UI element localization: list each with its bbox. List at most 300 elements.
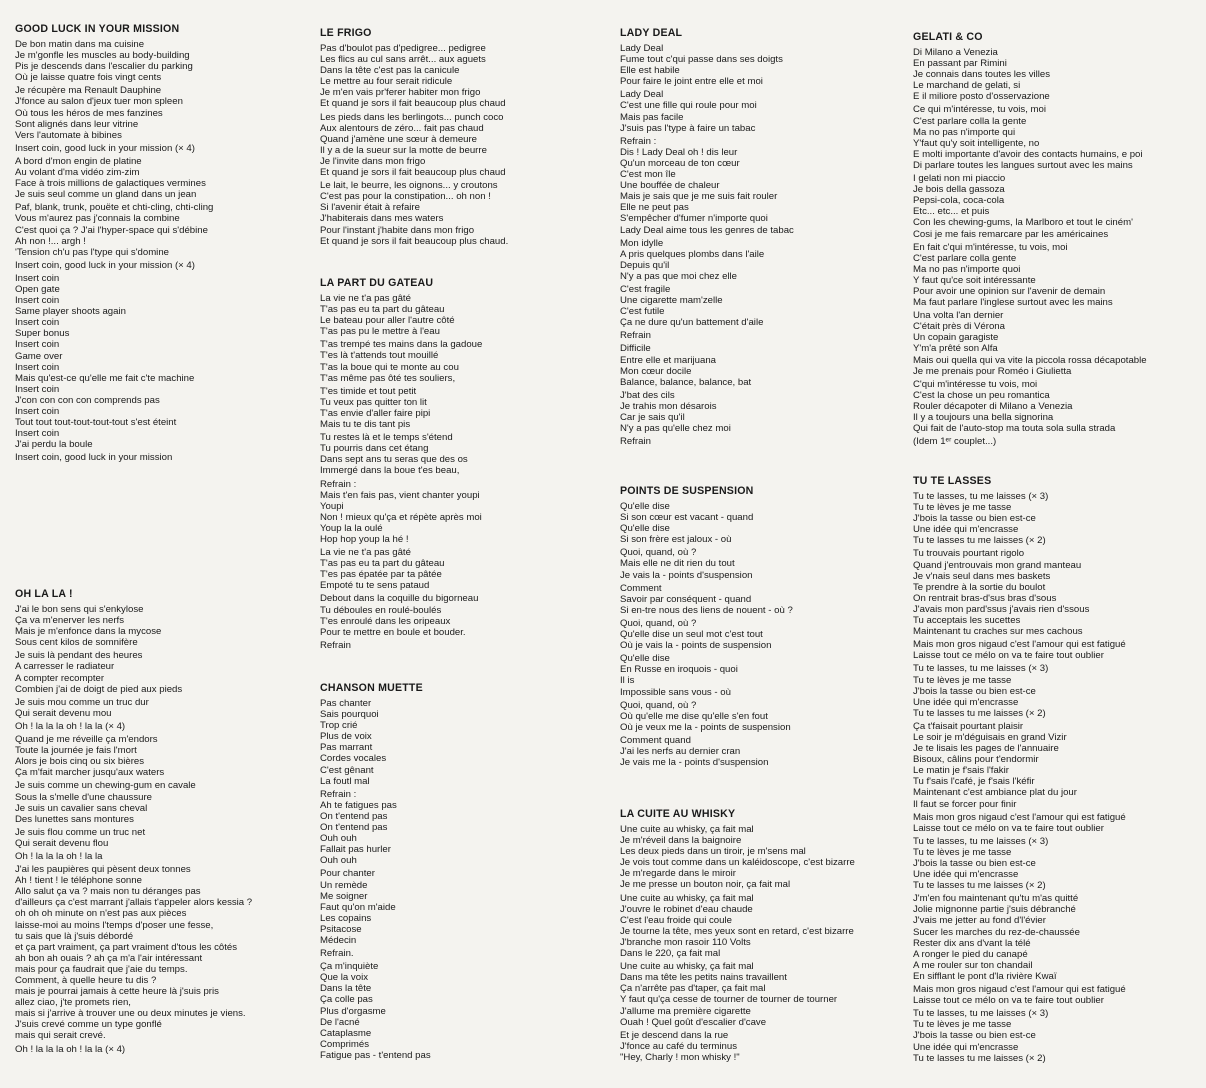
stanza xyxy=(913,548,1203,637)
song-le-frigo xyxy=(320,27,600,249)
lyric-line: Qu'elle dise un seul mot c'est tout xyxy=(620,629,763,641)
stanza xyxy=(320,293,600,337)
lyric-line: Quand je me réveille ça m'endors xyxy=(15,734,158,746)
lyric-line: Y'm'a prêté son Alfa xyxy=(913,343,998,355)
lyric-line: Qu'elle dise xyxy=(620,501,670,512)
lyric-line: Une idée qui m'encrasse xyxy=(913,524,1019,536)
lyric-line: Cordes vocales xyxy=(320,753,387,765)
lyric-line: Médecin xyxy=(320,934,357,946)
lyric-line: Insert coin xyxy=(15,339,60,351)
lyric-line: Plus de voix xyxy=(320,731,372,743)
lyric-line: En sifflant le pont d'la rivière Kwaï xyxy=(913,970,1057,982)
lyric-line: Plus d'orgasme xyxy=(320,1005,386,1017)
lyric-line: Lady Deal xyxy=(620,43,664,54)
lyric-line: Mais je sais que je me suis fait rouler xyxy=(620,191,778,203)
lyric-line: Dans la tête xyxy=(320,983,372,995)
lyric-line: Ouh ouh xyxy=(320,833,357,845)
lyric-line: Les copains xyxy=(320,912,372,924)
stanza xyxy=(620,136,905,236)
lyric-line: Quoi, quand, où ? xyxy=(620,547,697,559)
lyric-line: Face à trois millions de galactiques vermines xyxy=(15,178,206,190)
lyric-line: Un remède xyxy=(320,879,368,891)
lyric-line: Qu'elle dise xyxy=(620,523,670,535)
song-lady-deal xyxy=(620,27,905,449)
stanza xyxy=(15,780,295,824)
stanza xyxy=(620,436,905,447)
lyric-line: Pepsi-cola, coca-cola xyxy=(913,195,1005,207)
lyric-line: Pas marrant xyxy=(320,742,373,754)
lyric-line: Maintenant tu craches sur mes cachous xyxy=(913,626,1083,638)
lyric-line: Le soir je m'déguisais en grand Vizir xyxy=(913,731,1067,743)
lyric-line: A carresser le radiateur xyxy=(15,661,115,673)
lyric-line: "Hey, Charly ! mon whisky !" xyxy=(620,1051,740,1063)
stanza xyxy=(913,663,1203,718)
lyric-line: Sais pourquoi xyxy=(320,709,379,721)
lyric-line: Les flics au cul sans arrêt... aux aguets xyxy=(320,54,486,66)
lyric-line: Mon idylle xyxy=(620,237,664,249)
lyric-line: C'est une fille qui roule pour moi xyxy=(620,100,757,112)
stanza xyxy=(620,735,905,768)
lyric-line: Pas chanter xyxy=(320,698,372,709)
lyric-line: Je vais me la - points d'suspension xyxy=(620,757,769,769)
lyric-line: Dans la tête c'est pas la canicule xyxy=(320,65,460,77)
lyric-line: Refrain. xyxy=(320,948,354,960)
lyric-line: A pris quelques plombs dans l'aile xyxy=(620,248,765,260)
lyric-line: Je m'regarde dans le miroir xyxy=(620,868,736,880)
lyric-line: Tu trouvais pourtant rigolo xyxy=(913,548,1025,560)
stanza xyxy=(320,593,600,637)
lyric-line: Je v'nais seul dans mes baskets xyxy=(913,570,1051,582)
lyric-line: Insert coin xyxy=(15,295,60,307)
lyric-line: oh oh oh minute on n'est pas aux pièces xyxy=(15,908,187,920)
lyric-line: Cosi je me fais remarcare par les américaines xyxy=(913,228,1109,240)
song-title: TU TE LASSES xyxy=(913,475,992,487)
lyric-line: Impossible sans vous - où xyxy=(620,686,731,698)
lyric-line: (Idem 1ᵉʳ couplet...) xyxy=(913,436,997,448)
lyric-line: La foutl mal xyxy=(320,775,370,787)
lyric-line: Je vais la - points d'suspension xyxy=(620,569,753,581)
lyric-line: C'est mon île xyxy=(620,169,676,181)
lyric-line: Où je veux me la - points de suspension xyxy=(620,721,791,733)
lyric-line: Si son cœur est vacant - quand xyxy=(620,512,754,524)
stanza xyxy=(15,260,295,271)
lyric-line: T'as envie d'aller faire pipi xyxy=(320,407,431,419)
lyric-line: Tu te lasses, tu me laisses (× 3) xyxy=(913,835,1049,847)
stanza xyxy=(620,343,905,387)
lyric-line: C'est parlare colla gente xyxy=(913,252,1017,264)
lyric-line: J'ai le bon sens qui s'enkylose xyxy=(15,604,144,615)
stanza xyxy=(620,547,905,580)
lyric-line: Je suis là pendant des heures xyxy=(15,650,143,662)
lyric-line: Comment quand xyxy=(620,734,691,746)
lyric-line: A bord d'mon engin de platine xyxy=(15,155,142,167)
lyric-line: Insert coin xyxy=(15,272,60,284)
lyric-line: Une idée qui m'encrasse xyxy=(913,696,1019,708)
lyric-line: Tu f'sais l'café, je f'sais l'kéfir xyxy=(913,776,1035,788)
lyric-line: Les pieds dans les berlingots... punch coco xyxy=(320,111,504,123)
song-tu-te-lasses xyxy=(913,475,1203,1066)
lyric-line: Tu acceptais les sucettes xyxy=(913,615,1021,627)
lyric-line: N'y a pas que moi chez elle xyxy=(620,270,738,282)
lyric-line: Ça t'faisait pourtant plaisir xyxy=(913,720,1024,732)
lyric-line: Je suis mou comme un truc dur xyxy=(15,696,149,708)
lyric-line: Non ! mieux qu'ça et répète après moi xyxy=(320,511,482,523)
lyric-line: Di parlare toutes les langues surtout avec les mains xyxy=(913,159,1133,171)
lyric-line: Une cuite au whisky, ça fait mal xyxy=(620,824,754,835)
lyric-line: Quand j'amène une sœur à demeure xyxy=(320,133,478,145)
lyric-line: En passant par Rimini xyxy=(913,58,1007,70)
stanza xyxy=(913,721,1203,810)
lyric-line: Je m'gonfle les muscles au body-building xyxy=(15,50,190,62)
stanza xyxy=(15,1044,295,1055)
lyric-line: Insert coin, good luck in your mission xyxy=(15,452,173,464)
lyric-line: Laisse tout ce mélo on va te faire tout oublier xyxy=(913,650,1104,662)
lyric-line: Lady Deal aime tous les genres de tabac xyxy=(620,224,794,236)
lyric-line: Des lunettes sans montures xyxy=(15,813,134,825)
stanza xyxy=(620,653,905,697)
lyric-line: Où tous les héros de mes fanzines xyxy=(15,107,163,119)
stanza xyxy=(620,238,905,282)
stanza xyxy=(913,379,1203,434)
lyric-line: Je suis seul comme un gland dans un jean xyxy=(15,189,197,201)
lyric-line: A compter recompter xyxy=(15,672,105,684)
lyric-line: Ma no pas n'importe quoi xyxy=(913,263,1021,275)
lyric-line: tu sais que là j'suis débordé xyxy=(15,930,134,942)
stanza xyxy=(620,618,905,651)
lyric-line: Tu te lasses tu me laisses (× 2) xyxy=(913,535,1046,547)
stanza xyxy=(320,43,600,110)
lyric-line: Pis je descends dans l'escalier du parking xyxy=(15,61,193,73)
lyric-line: Quoi, quand, où ? xyxy=(620,617,697,629)
lyric-line: Youpi xyxy=(320,500,344,512)
lyric-line: Savoir par conséquent - quand xyxy=(620,593,752,605)
lyric-line: La vie ne t'a pas gâté xyxy=(320,547,411,559)
lyric-line: Une idée qui m'encrasse xyxy=(913,1041,1019,1053)
lyric-line: Insert coin, good luck in your mission (× 4) xyxy=(15,142,195,154)
lyric-line: Il faut se forcer pour finir xyxy=(913,798,1017,810)
lyric-line: Je suis flou comme un truc net xyxy=(15,826,146,838)
lyric-line: Ouah ! Quel goût d'escalier d'cave xyxy=(620,1016,767,1028)
lyric-line: Une idée qui m'encrasse xyxy=(913,869,1019,881)
lyric-line: Insert coin xyxy=(15,383,60,395)
lyric-line: Tu restes là et le temps s'étend xyxy=(320,432,453,444)
lyric-line: Tu te lèves je me tasse xyxy=(913,502,1012,514)
lyric-line: Ce qui m'intéresse, tu vois, moi xyxy=(913,104,1046,116)
song-la-cuite-au-whisky xyxy=(620,808,905,1065)
lyric-line: T'as la boue qui te monte au cou xyxy=(320,361,459,373)
lyric-line: La vie ne t'a pas gâté xyxy=(320,293,411,304)
lyric-line: Je suis un cavalier sans cheval xyxy=(15,802,148,814)
lyric-line: Te prendre à la sortie du boulot xyxy=(913,581,1046,593)
lyric-line: Si en-tre nous des liens de nouent - où ? xyxy=(620,604,793,616)
stanza xyxy=(320,547,600,591)
lyric-line: Mais tu te dis tant pis xyxy=(320,419,411,431)
lyric-line: E molti importante d'avoir des contacts humains, e poi xyxy=(913,148,1143,160)
lyric-line: Dans ma tête les petits nains travaillent xyxy=(620,972,787,984)
lyric-line: Refrain xyxy=(620,330,651,342)
lyric-line: Con les chewing-gums, la Marlboro et tout le ciném' xyxy=(913,217,1133,229)
lyric-line: Je m'réveil dans la baignoire xyxy=(620,835,742,847)
lyric-line: C'est fragile xyxy=(620,283,671,295)
lyric-line: J'vais me jetter au fond d'l'évier xyxy=(913,915,1046,927)
lyric-line: Il y a de la sueur sur la motte de beurre xyxy=(320,144,487,156)
stanza xyxy=(320,789,600,867)
stanza xyxy=(15,85,295,140)
lyric-line: T'as pas eu ta part du gâteau xyxy=(320,304,445,316)
lyric-line: Comment xyxy=(620,582,662,594)
song-title: POINTS DE SUSPENSION xyxy=(620,485,754,497)
stanza xyxy=(913,436,1203,447)
lyric-line: J'habiterais dans mes waters xyxy=(320,213,444,225)
lyric-line: Qu'elle dise xyxy=(620,653,670,665)
lyric-line: De bon matin dans ma cuisine xyxy=(15,39,145,50)
lyric-line: Ça ne dure qu'un battement d'aile xyxy=(620,317,764,329)
lyric-line: J'fonce au salon d'jeux tuer mon spleen xyxy=(15,96,183,108)
lyric-line: Elle ne peut pas xyxy=(620,202,689,214)
lyric-line: Fatigue pas - t'entend pas xyxy=(320,1049,431,1061)
lyric-line: C'est l'eau froide qui coule xyxy=(620,914,732,926)
lyric-line: Elle est habile xyxy=(620,65,680,77)
lyric-line: Tu pourris dans cet étang xyxy=(320,443,429,455)
lyric-line: Je te lisais les pages de l'annuaire xyxy=(913,743,1059,755)
lyric-line: Au volant d'ma vidéo zim-zim xyxy=(15,167,140,179)
lyric-line: Mais oui quella qui va vite la piccola rossa décapotable xyxy=(913,354,1147,366)
stanza xyxy=(620,700,905,733)
lyric-line: Une bouffée de chaleur xyxy=(620,180,720,192)
stanza xyxy=(320,948,600,959)
lyric-line: Tu veux pas quitter ton lit xyxy=(320,396,427,408)
lyric-line: Pour l'instant j'habite dans mon frigo xyxy=(320,224,475,236)
stanza xyxy=(913,491,1203,546)
lyric-line: Quoi, quand, où ? xyxy=(620,699,697,711)
lyric-line: Et quand je sors il fait beaucoup plus chaud xyxy=(320,167,506,179)
lyric-line: Ah ! tient ! le téléphone sonne xyxy=(15,875,142,887)
song-title: CHANSON MUETTE xyxy=(320,682,423,694)
stanza xyxy=(320,432,600,476)
lyric-line: Laisse tout ce mélo on va te faire tout oublier xyxy=(913,822,1104,834)
lyric-line: Vers l'automate à bibines xyxy=(15,129,122,141)
lyric-line: Quand j'entrouvais mon grand manteau xyxy=(913,559,1082,571)
stanza xyxy=(15,604,295,648)
lyric-line: N'y a pas qu'elle chez moi xyxy=(620,423,731,435)
lyric-line: Insert coin xyxy=(15,361,60,373)
lyric-line: T'as pas pu le mettre à l'eau xyxy=(320,326,440,338)
lyric-line: Je me presse un bouton noir, ça fait mal xyxy=(620,879,791,891)
lyric-line: Una volta l'an dernier xyxy=(913,310,1004,322)
lyric-line: Je bois della gassoza xyxy=(913,184,1005,196)
lyric-line: J'fonce au café du terminus xyxy=(620,1040,738,1052)
lyric-line: Une cuite au whisky, ça fait mal xyxy=(620,892,754,904)
lyric-line: mais qui serait crevé. xyxy=(15,1030,106,1042)
lyric-line: Pour chanter xyxy=(320,868,375,880)
stanza xyxy=(15,851,295,862)
stanza xyxy=(620,284,905,328)
lyric-line: Insert coin xyxy=(15,406,60,417)
stanza xyxy=(620,824,905,891)
lyric-line: Je me prenais pour Roméo i Giulietta xyxy=(913,365,1072,377)
lyric-line: De l'acné xyxy=(320,1016,360,1028)
lyric-line: J'ai les nerfs au dernier cran xyxy=(620,745,741,757)
lyric-line: Tu te lèves je me tasse xyxy=(913,846,1012,858)
lyric-line: I gelati non mi piaccio xyxy=(913,173,1006,185)
lyric-line: Tu te lasses, tu me laisses (× 3) xyxy=(913,1008,1049,1020)
lyric-line: Un copain garagiste xyxy=(913,332,999,344)
stanza xyxy=(15,202,295,257)
lyric-line: Insert coin xyxy=(15,317,60,329)
stanza xyxy=(320,640,600,651)
lyric-line: J'suis crevé comme un type gonflé xyxy=(15,1019,162,1031)
lyric-line: Pas d'boulot pas d'pedigree... pedigree xyxy=(320,43,486,54)
lyric-line: Refrain xyxy=(620,436,651,448)
lyric-line: En Russe en iroquois - quoi xyxy=(620,664,738,676)
lyric-line: J'ouvre le robinet d'eau chaude xyxy=(620,903,753,915)
stanza xyxy=(15,39,295,83)
stanza xyxy=(620,1030,905,1063)
lyric-line: Que la voix xyxy=(320,972,368,984)
lyric-line: Ah te fatigues pas xyxy=(320,799,397,811)
lyric-line: J'ai les paupières qui pèsent deux tonnes xyxy=(15,864,191,876)
lyric-line: Debout dans la coquille du bigorneau xyxy=(320,593,479,605)
stanza xyxy=(913,1008,1203,1063)
stanza xyxy=(15,734,295,778)
lyric-line: mais si j'arrive à trouver une ou deux minutes je viens. xyxy=(15,1008,246,1020)
lyric-line: Dans sept ans tu seras que des os xyxy=(320,454,468,466)
lyric-line: On t'entend pas xyxy=(320,810,388,822)
stanza xyxy=(913,893,1203,982)
lyric-line: Psitacose xyxy=(320,923,362,935)
song-title: LE FRIGO xyxy=(320,27,372,39)
lyric-line: Dis ! Lady Deal oh ! dis leur xyxy=(620,146,738,158)
lyric-line: Je récupère ma Renault Dauphine xyxy=(15,85,162,97)
stanza xyxy=(15,827,295,849)
stanza xyxy=(913,836,1203,891)
lyric-line: Sous la s'melle d'une chaussure xyxy=(15,791,152,803)
song-points-de-suspension xyxy=(620,485,905,770)
lyric-line: Le mettre au four serait ridicule xyxy=(320,76,453,88)
lyric-line: Insert coin, good luck in your mission (× 4) xyxy=(15,259,195,271)
lyric-line: Pour avoir une opinion sur l'avenir de demain xyxy=(913,285,1106,297)
lyric-line: Mais t'en fais pas, vient chanter youpi xyxy=(320,489,480,501)
lyric-line: On t'entend pas xyxy=(320,822,388,834)
lyric-line: Fume tout c'qui passe dans ses doigts xyxy=(620,54,783,66)
lyric-line: Same player shoots again xyxy=(15,306,126,318)
lyric-line: Rester dix ans d'vant la télé xyxy=(913,937,1031,949)
lyric-line: Comprimés xyxy=(320,1038,370,1050)
lyric-line: Tu te lasses tu me laisses (× 2) xyxy=(913,707,1046,719)
lyric-line: A ronger le pied du canapé xyxy=(913,948,1028,960)
stanza xyxy=(15,156,295,200)
lyric-line: C'était près di Vérona xyxy=(913,321,1005,333)
lyric-line: Laisse tout ce mélo on va te faire tout oublier xyxy=(913,995,1104,1007)
lyric-line: A me rouler sur ton chandail xyxy=(913,959,1033,971)
stanza xyxy=(320,479,600,546)
lyric-line: Me soigner xyxy=(320,890,368,902)
lyric-line: Fallait pas hurler xyxy=(320,844,391,856)
lyric-line: Une cuite au whisky, ça fait mal xyxy=(620,961,754,973)
lyric-line: Sous cent kilos de somnifère xyxy=(15,637,138,649)
lyric-line: Mon cœur docile xyxy=(620,365,692,377)
lyric-line: C'est quoi ça ? J'ai l'hyper-space qui s'débine xyxy=(15,224,208,236)
lyric-line: Difficile xyxy=(620,343,651,355)
lyric-line: Empoté tu te sens pataud xyxy=(320,580,430,592)
lyric-line: J'ai perdu la boule xyxy=(15,439,93,451)
lyric-line: T'as pas eu ta part du gâteau xyxy=(320,558,445,570)
stanza xyxy=(913,104,1203,171)
lyric-line: ah bon ah ouais ? ah ça m'a l'air intéressant xyxy=(15,952,203,964)
lyric-line: J'bois la tasse ou bien est-ce xyxy=(913,513,1036,525)
lyric-line: Je l'invite dans mon frigo xyxy=(320,155,426,167)
lyric-line: Rouler décapoter di Milano a Venezia xyxy=(913,400,1073,412)
lyric-line: Et je descend dans la rue xyxy=(620,1029,729,1041)
song-title: LADY DEAL xyxy=(620,27,683,39)
lyric-line: Tu te lasses, tu me laisses (× 3) xyxy=(913,491,1049,502)
lyric-line: Ça colle pas xyxy=(320,994,373,1006)
lyric-line: Une cigarette mam'zelle xyxy=(620,295,723,307)
lyric-line: Paf, blank, trunk, pouëte et chti-cling, chti-cling xyxy=(15,202,214,214)
lyric-line: On rentrait bras-d'sus bras d'sous xyxy=(913,592,1057,604)
song-title: LA CUITE AU WHISKY xyxy=(620,808,736,820)
lyric-line: Pour te mettre en boule et bouder. xyxy=(320,626,466,638)
stanza xyxy=(913,984,1203,1006)
lyric-line: Super bonus xyxy=(15,328,70,340)
lyric-line: Les deux pieds dans un tiroir, je m'sens mal xyxy=(620,846,806,858)
lyric-line: d'ailleurs ça c'est marrant j'allais t'appeler alors kessia ? xyxy=(15,897,253,909)
lyric-line: Di Milano a Venezia xyxy=(913,47,998,58)
lyric-line: Mais mon gros nigaud c'est l'amour qui est fatigué xyxy=(913,639,1126,651)
lyric-line: Jolie mignonne partie j'suis débranché xyxy=(913,904,1076,916)
stanza xyxy=(320,386,600,430)
lyric-line: Ça n'arrête pas d'taper, ça fait mal xyxy=(620,983,766,995)
lyric-line: Et quand je sors il fait beaucoup plus chaud. xyxy=(320,235,509,247)
lyric-line: Ça m'fait marcher jusqu'aux waters xyxy=(15,767,165,779)
lyric-line: J'avais mon pard'ssus j'avais rien d'ssous xyxy=(913,603,1090,615)
lyric-line: J'bois la tasse ou bien est-ce xyxy=(913,1030,1036,1042)
stanza xyxy=(620,330,905,341)
stanza xyxy=(913,242,1203,309)
stanza xyxy=(620,89,905,133)
lyric-line: Je suis comme un chewing-gum en cavale xyxy=(15,780,196,792)
lyric-line: Lady Deal xyxy=(620,89,664,101)
lyric-line: Mais je m'enfonce dans la mycose xyxy=(15,626,162,638)
lyric-line: Ça va m'enerver les nerfs xyxy=(15,615,125,627)
lyric-line: Tu te lasses, tu me laisses (× 3) xyxy=(913,663,1049,675)
lyric-line: Il y a toujours una bella signorina xyxy=(913,412,1054,423)
lyric-line: Hop hop youp la hé ! xyxy=(320,533,409,545)
lyric-line: Youp la la oulé xyxy=(320,522,383,534)
lyric-line: Comment, à quelle heure tu dis ? xyxy=(15,975,157,986)
lyric-line: J'bois la tasse ou bien est-ce xyxy=(913,858,1036,869)
stanza xyxy=(15,143,295,154)
lyric-line: Ça m'inquiète xyxy=(320,961,379,973)
stanza xyxy=(15,697,295,719)
stanza xyxy=(320,698,600,787)
song-oh-la-la xyxy=(15,588,295,1057)
lyric-line: Si l'avenir était à refaire xyxy=(320,202,420,214)
stanza xyxy=(320,868,600,946)
lyric-line: Le lait, le beurre, les oignons... y croutons xyxy=(320,180,498,192)
stanza xyxy=(15,864,295,1042)
lyric-line: Combien j'ai de doigt de pied aux pieds xyxy=(15,683,183,695)
lyric-line: Alors je bois cinq ou six bières xyxy=(15,756,145,768)
lyric-line: Il is xyxy=(620,675,635,687)
lyric-line: Oh ! la la la oh ! la la (× 4) xyxy=(15,720,126,732)
lyric-line: T'as même pas ôté tes souliers, xyxy=(320,372,456,384)
lyric-line: Y faut qu'ce soit intéressante xyxy=(913,274,1036,286)
lyric-line: J'bois la tasse ou bien est-ce xyxy=(913,685,1036,697)
lyric-line: T'es là t'attends tout mouillé xyxy=(320,350,439,362)
stanza xyxy=(15,452,295,463)
lyric-line: Trop crié xyxy=(320,720,358,732)
